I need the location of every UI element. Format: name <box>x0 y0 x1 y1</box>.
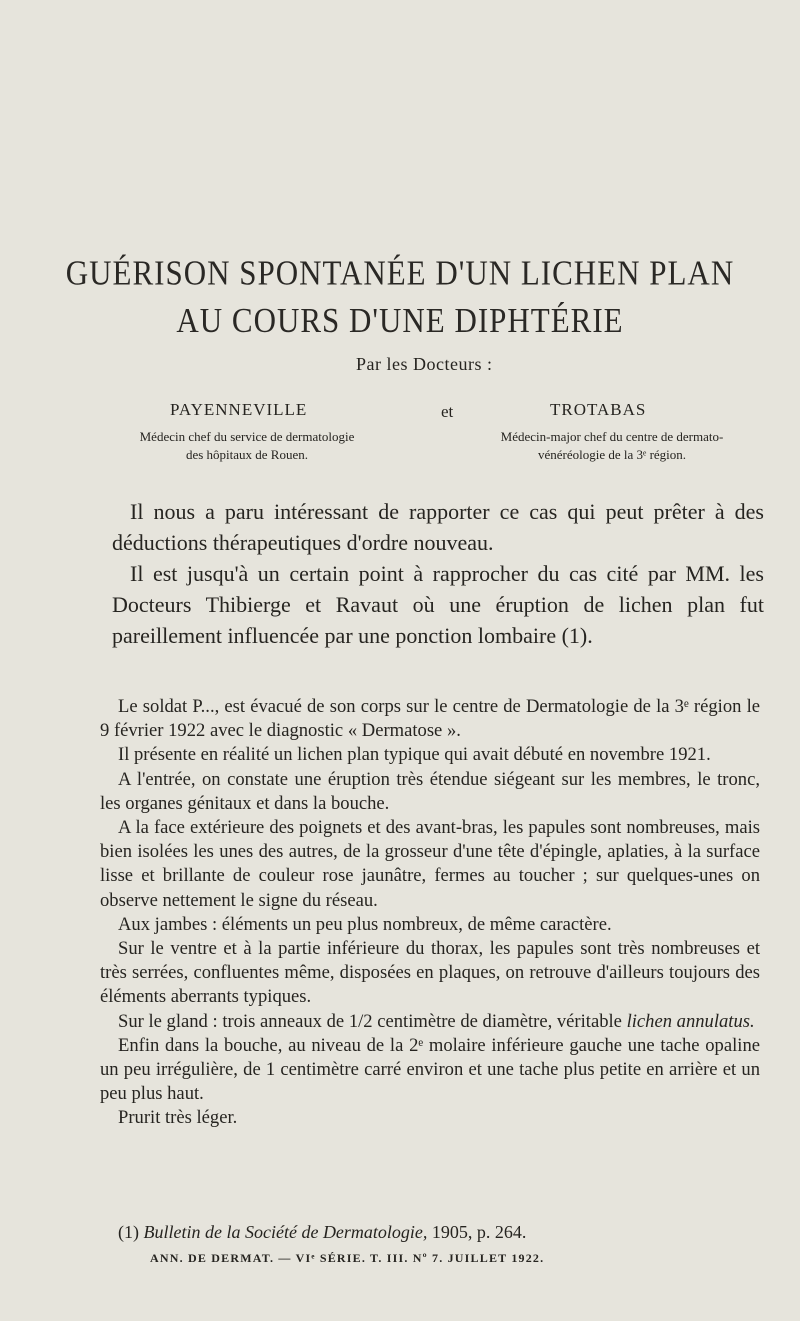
author-conjunction: et <box>441 402 454 421</box>
case-paragraph: A l'entrée, on constate une éruption très étendue siégeant sur les membres, le tronc, les organes génitaux et dans la bouche. <box>100 768 760 814</box>
author-right-name: TROTABAS <box>550 400 647 419</box>
introduction <box>112 496 764 651</box>
intro-paragraph: Il nous a paru intéressant de rapporter ce cas qui peut prêter à des déductions thérapeutiques d'ordre nouveau. <box>112 499 764 555</box>
case-paragraph: Prurit très léger. <box>118 1107 238 1129</box>
journal-footer: ANN. DE DERMAT. — VIᵉ SÉRIE. T. III. Nº 7. JUILLET 1922. <box>150 1251 545 1265</box>
title-line-2: AU COURS D'UNE DIPHTÉRIE <box>176 300 624 340</box>
gland-text: Sur le gland : trois anneaux de 1/2 centimètre de diamètre, véritable <box>118 1010 627 1032</box>
footnote-source: Bulletin de la Société de Dermatologie, <box>143 1222 428 1242</box>
footnote-reference: 1905, p. 264. <box>431 1222 527 1242</box>
affiliation-line: Médecin chef du service de dermatologie <box>139 429 355 444</box>
case-paragraph: Enfin dans la bouche, au niveau de la 2ᵉ molaire inférieure gauche une tache opaline un peu irrégulière, de 1 centimètre carré environ et une tache plus petite en arrière et un peu plus haut. <box>100 1034 760 1105</box>
case-paragraph: A la face extérieure des poignets et des avant-bras, les papules sont nombreuses, mais bien isolées les unes des autres, de la grosseur d'une tête d'épingle, aplaties, à la surface lisse et brillante de couleur rose jaunâtre, fermes au toucher ; sur quelques-unes on observe nettement le signe du réseau. <box>100 817 760 911</box>
article-title <box>0 250 800 344</box>
byline: Par les Docteurs : <box>356 354 493 374</box>
case-paragraph: Le soldat P..., est évacué de son corps sur le centre de Dermatologie de la 3ᵉ région le 9 février 1922 avec le diagnostic « Dermatose ». <box>100 696 760 742</box>
affiliation-line: des hôpitaux de Rouen. <box>185 447 309 462</box>
author-left-affiliation <box>92 428 402 464</box>
affiliation-line: Médecin-major chef du centre de dermato- <box>500 429 724 444</box>
title-line-1: GUÉRISON SPONTANÉE D'UN LICHEN PLAN <box>65 253 735 293</box>
footnote-marker: (1) <box>118 1222 139 1242</box>
case-report <box>100 695 760 1131</box>
case-paragraph: Il présente en réalité un lichen plan typique qui avait débuté en novembre 1921. <box>118 744 711 766</box>
affiliation-line: vénéréologie de la 3ᵉ région. <box>537 447 687 462</box>
author-left-name: PAYENNEVILLE <box>170 400 308 419</box>
intro-paragraph: Il est jusqu'à un certain point à rapprocher du cas cité par MM. les Docteurs Thibierge et Ravaut où une éruption de lichen plan fut pareillement influencée par une ponction lombaire (1). <box>112 561 764 648</box>
case-paragraph-gland <box>100 1010 760 1034</box>
author-right-affiliation <box>452 428 772 464</box>
case-paragraph: Aux jambes : éléments un peu plus nombreux, de même caractère. <box>118 913 612 935</box>
footnote <box>118 1222 526 1243</box>
gland-italic-term: lichen annulatus. <box>626 1010 755 1032</box>
case-paragraph: Sur le ventre et à la partie inférieure du thorax, les papules sont très nombreuses et très serrées, confluentes même, disposées en plaques, on retrouve d'ailleurs toujours des éléments aberrants typiques. <box>100 938 760 1008</box>
